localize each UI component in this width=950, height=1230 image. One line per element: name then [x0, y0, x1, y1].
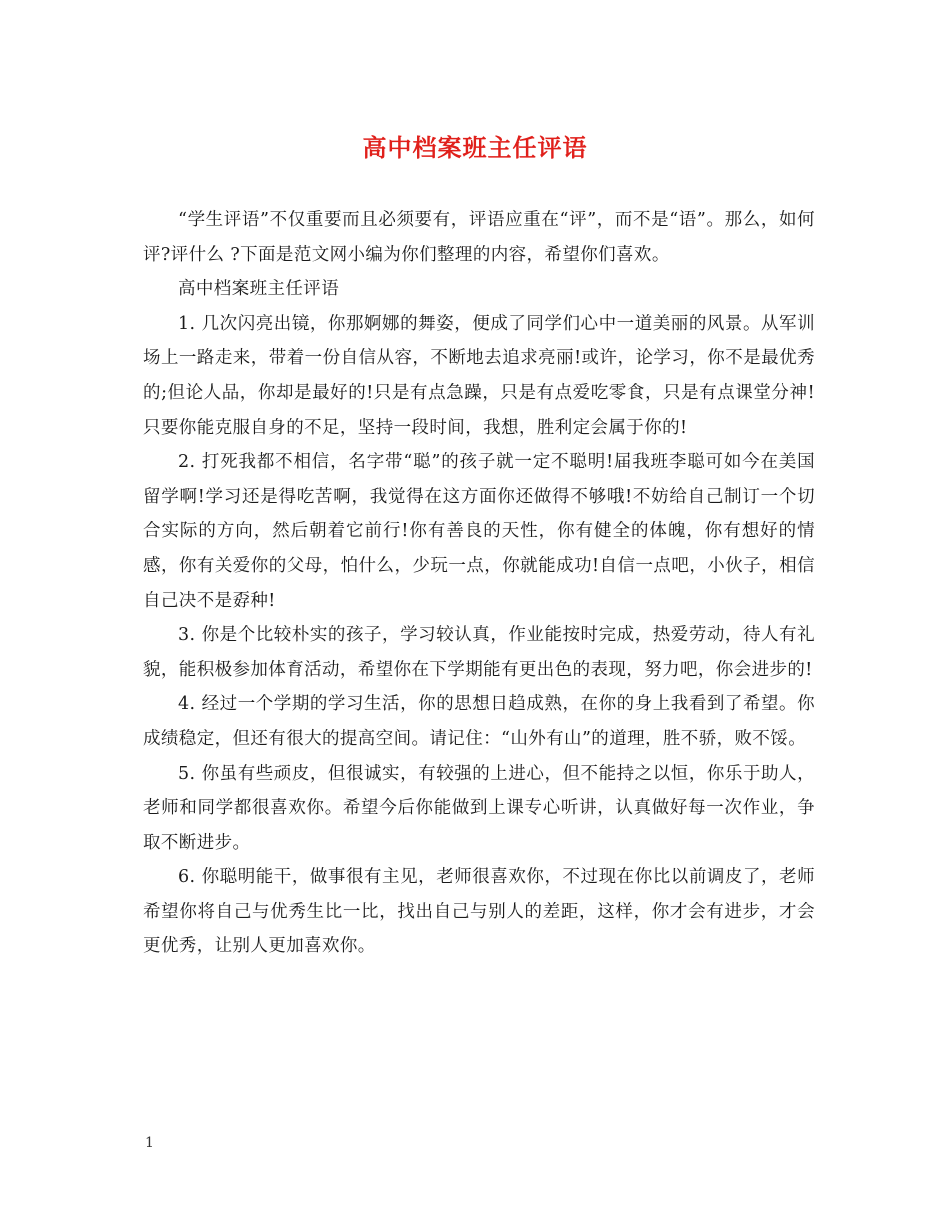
intro-paragraph: “学生评语”不仅重要而且必须要有，评语应重在“评”，而不是“语”。那么，如何评?评什么 ?下面是范文网小编为你们整理的内容，希望你们喜欢。 [143, 210, 815, 265]
comment-paragraph-2: 2. 打死我都不相信，名字带“聪”的孩子就一定不聪明!届我班李聪可如今在美国留学啊!学习还是得吃苦啊，我觉得在这方面你还做得不够哦!不妨给自己制订一个切合实际的方向，然后朝着它前行!你有善良的天性，你有健全的体魄，你有想好的情感，你有关爱你的父母，怕什么，少玩一点，你就能成功!自信一点吧，小伙子，相信自己决不是孬种! [143, 452, 815, 611]
comment-paragraph-6: 6. 你聪明能干，做事很有主见，老师很喜欢你，不过现在你比以前调皮了，老师希望你将自己与优秀生比一比，找出自己与别人的差距，这样，你才会有进步，才会更优秀，让别人更加喜欢你。 [143, 867, 815, 957]
comment-paragraph-5: 5. 你虽有些顽皮，但很诚实，有较强的上进心，但不能持之以恒，你乐于助人，老师和同学都很喜欢你。希望今后你能做到上课专心听讲，认真做好每一次作业，争取不断进步。 [143, 763, 815, 853]
document-body [143, 203, 815, 964]
page-number: 1 [145, 1135, 154, 1151]
document-title: 高中档案班主任评语 [362, 133, 588, 162]
comment-paragraph-1: 1. 几次闪亮出镜，你那婀娜的舞姿，便成了同学们心中一道美丽的风景。从军训场上一路走来，带着一份自信从容，不断地去追求亮丽!或许，论学习，你不是最优秀的;但论人品，你却是最好的!只是有点急躁，只是有点爱吃零食，只是有点课堂分神!只要你能克服自身的不足，坚持一段时间，我想，胜利定会属于你的! [143, 313, 815, 438]
section-heading: 高中档案班主任评语 [178, 279, 340, 300]
comment-paragraph-3: 3. 你是个比较朴实的孩子，学习较认真，作业能按时完成，热爱劳动，待人有礼貌，能积极参加体育活动，希望你在下学期能有更出色的表现，努力吧，你会进步的! [143, 625, 815, 680]
comment-paragraph-4: 4. 经过一个学期的学习生活，你的思想日趋成熟，在你的身上我看到了希望。你成绩稳定，但还有很大的提高空间。请记住：“山外有山”的道理，胜不骄，败不馁。 [143, 694, 815, 749]
